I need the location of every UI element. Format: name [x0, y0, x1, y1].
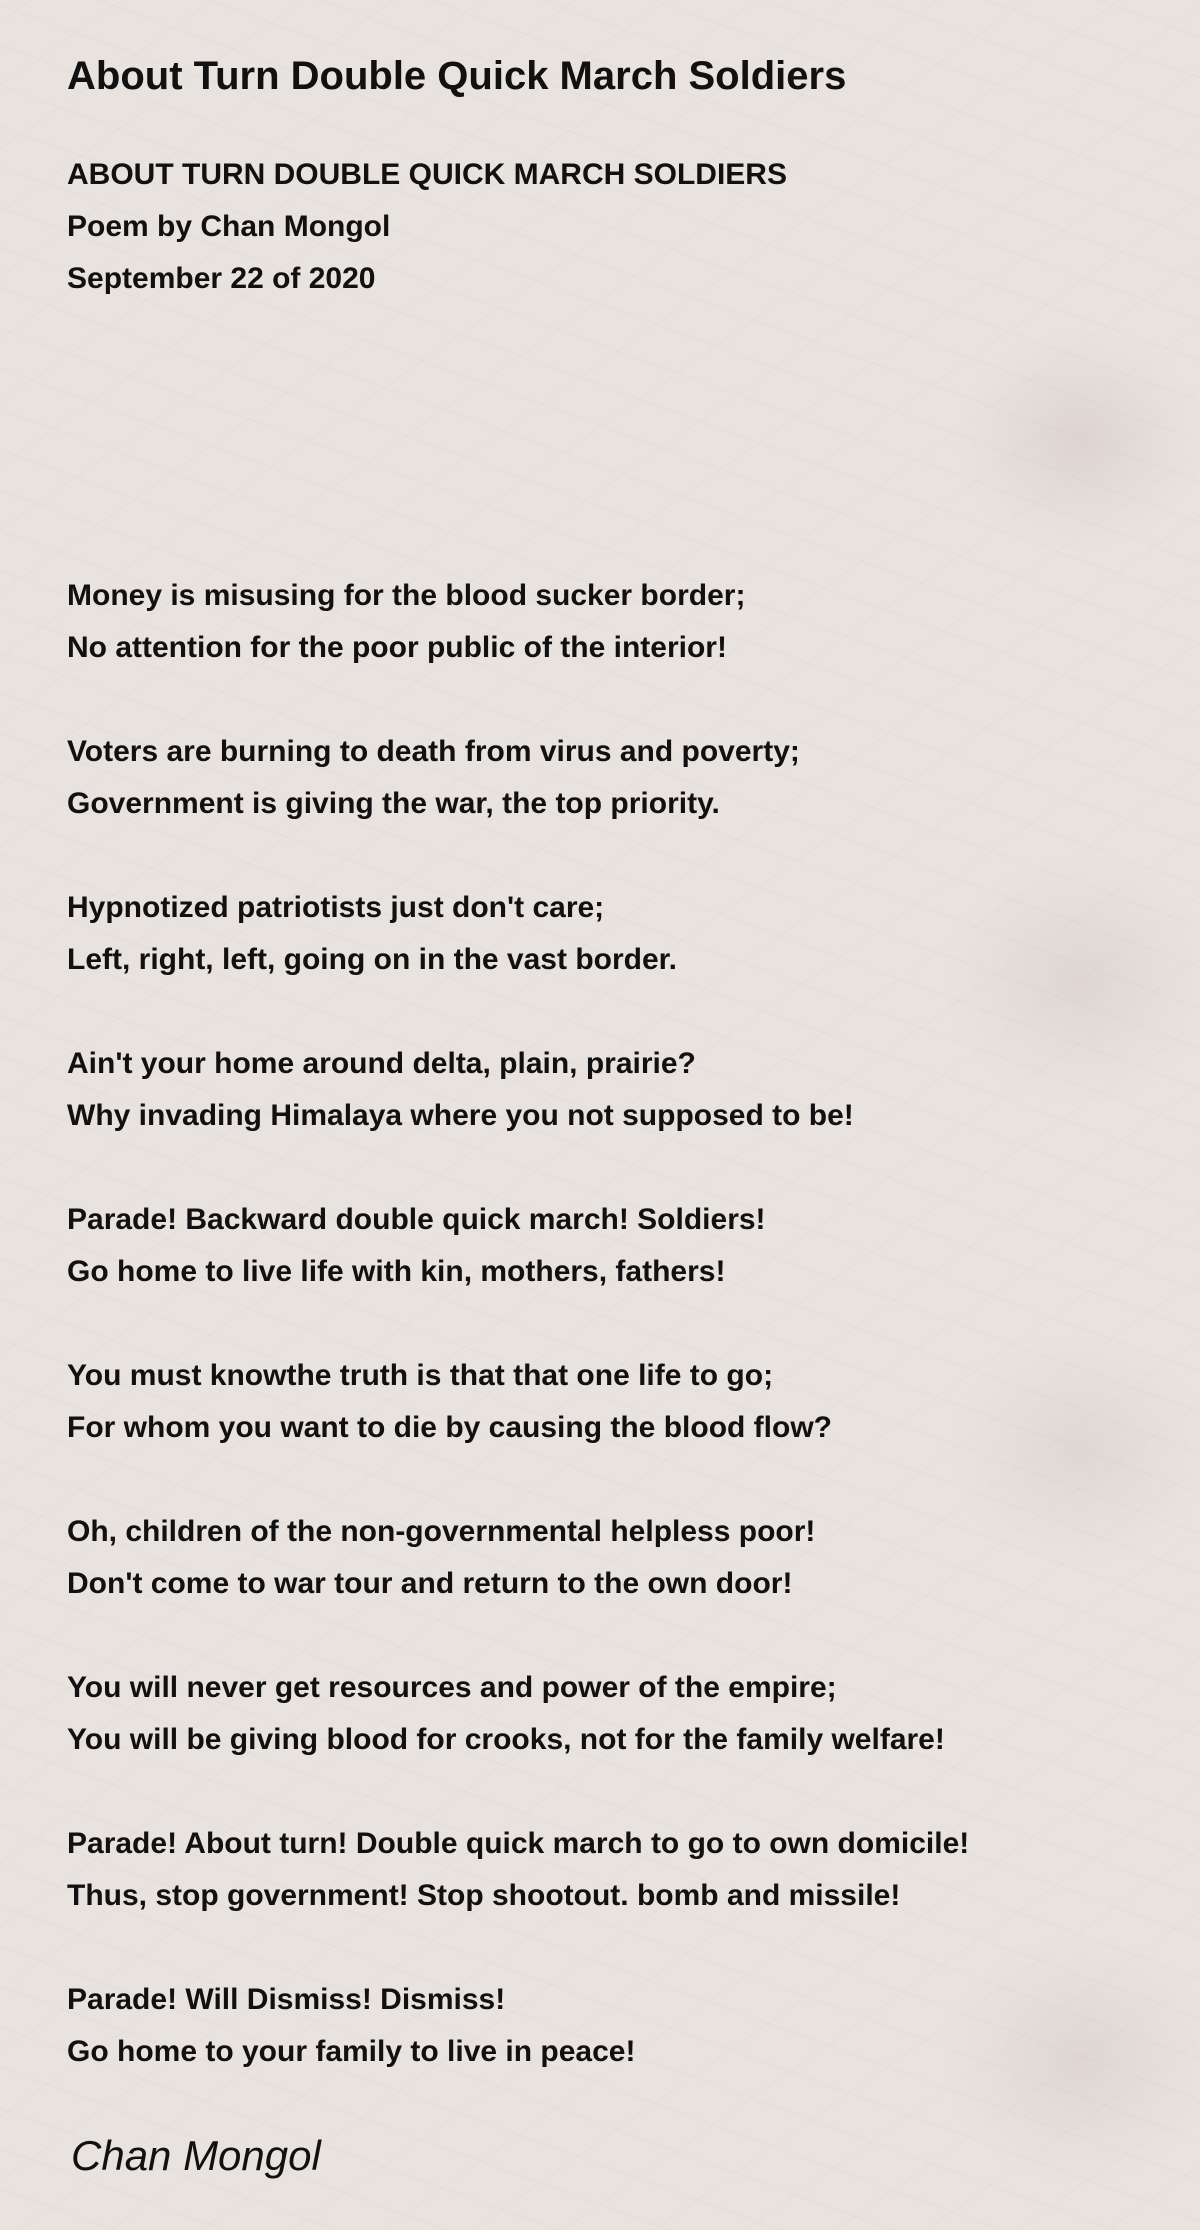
stanza [67, 1662, 1167, 1818]
stanza [67, 1506, 1167, 1662]
poem-line: Ain't your home around delta, plain, prairie? [67, 1047, 696, 1080]
poem-byline: Poem by Chan Mongol [67, 210, 391, 243]
poem-line: Thus, stop government! Stop shootout. bomb and missile! [67, 1879, 901, 1912]
stanza [67, 1350, 1167, 1506]
poem-header-title: ABOUT TURN DOUBLE QUICK MARCH SOLDIERS [67, 158, 787, 191]
poem-title: About Turn Double Quick March Soldiers [67, 54, 847, 98]
poem-line: Money is misusing for the blood sucker border; [67, 579, 746, 612]
poem-line: You will never get resources and power of the empire; [67, 1671, 837, 1704]
poem-line: You must knowthe truth is that that one life to go; [67, 1359, 774, 1392]
poem-line: Hypnotized patriotists just don't care; [67, 891, 605, 924]
stanza [67, 1974, 1167, 2130]
poem-line: Voters are burning to death from virus and poverty; [67, 735, 800, 768]
stanza [67, 570, 1167, 726]
poem-body [67, 570, 1167, 2130]
stanza [67, 1818, 1167, 1974]
poem-date: September 22 of 2020 [67, 262, 376, 295]
poem-line: Don't come to war tour and return to the own door! [67, 1567, 793, 1600]
poem-line: Go home to live life with kin, mothers, fathers! [67, 1255, 726, 1288]
stanza [67, 1038, 1167, 1194]
poem-line: Parade! Backward double quick march! Soldiers! [67, 1203, 766, 1236]
poem-line: Oh, children of the non-governmental helpless poor! [67, 1515, 816, 1548]
author-signature: Chan Mongol [71, 2132, 321, 2179]
stanza [67, 726, 1167, 882]
poem-line: Government is giving the war, the top priority. [67, 787, 720, 820]
stanza [67, 882, 1167, 1038]
poem-line: Parade! About turn! Double quick march to go to own domicile! [67, 1827, 970, 1860]
poem-line: Why invading Himalaya where you not supposed to be! [67, 1099, 854, 1132]
poem-line: No attention for the poor public of the interior! [67, 631, 727, 664]
poem-line: Left, right, left, going on in the vast border. [67, 943, 678, 976]
poem-line: Parade! Will Dismiss! Dismiss! [67, 1983, 506, 2016]
poem-line: You will be giving blood for crooks, not for the family welfare! [67, 1723, 945, 1756]
poem-line: Go home to your family to live in peace! [67, 2035, 636, 2068]
poem-line: For whom you want to die by causing the blood flow? [67, 1411, 832, 1444]
stanza [67, 1194, 1167, 1350]
